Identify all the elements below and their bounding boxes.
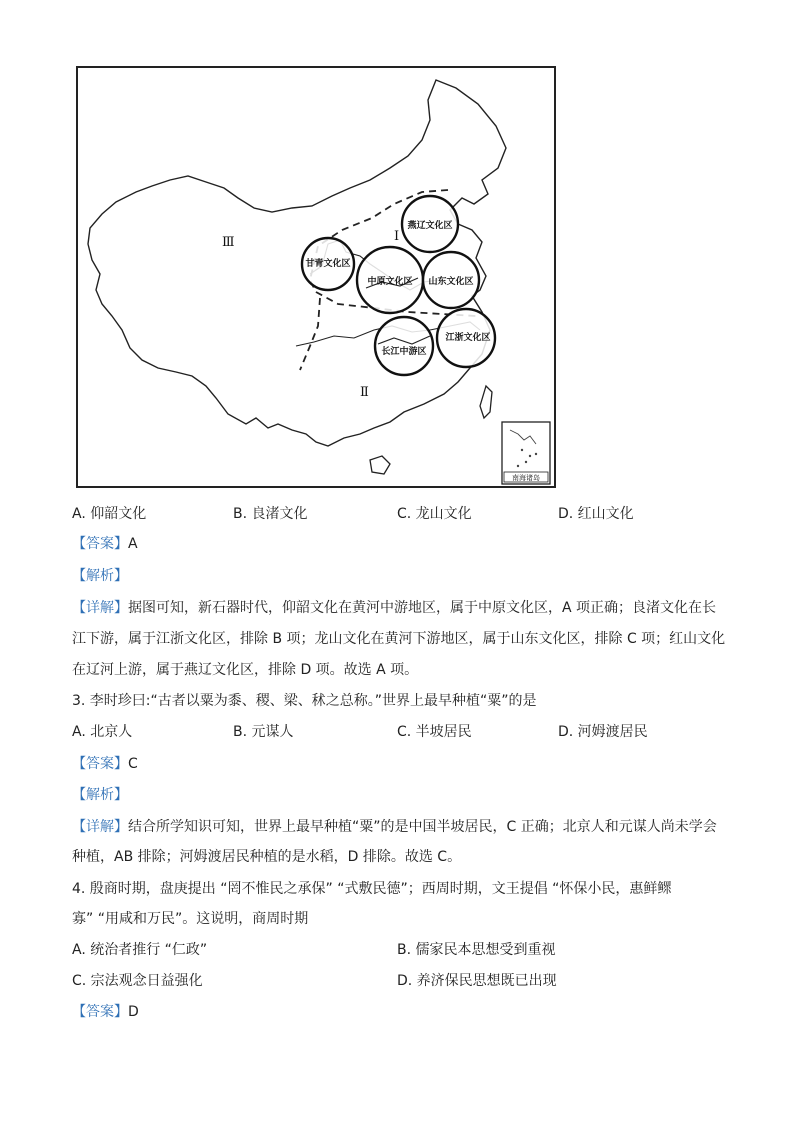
- q2-option-b: B. 良渚文化: [233, 506, 308, 522]
- q4-option-d: D. 养济保民思想既已出现: [397, 973, 557, 989]
- label-changjiang: 长江中游区: [381, 347, 427, 357]
- zone-label-3: Ⅲ: [222, 235, 235, 250]
- q4-option-b: B. 儒家民本思想受到重视: [397, 942, 556, 958]
- q3-detail-tag: 【详解】: [72, 819, 128, 835]
- china-culture-map: [76, 66, 556, 488]
- q3-option-d: D. 河姆渡居民: [558, 724, 648, 740]
- q3-detail-text-1: 结合所学知识可知，世界上最早种植“粟”的是中国半坡居民，C 正确；北京人和元谋人尚未学会: [128, 819, 717, 835]
- q2-answer-tag: 【答案】: [72, 536, 128, 552]
- q3-answer-tag: 【答案】: [72, 756, 128, 772]
- taiwan-island: [480, 386, 492, 418]
- q4-stem-line-2: 寡” “用咸和万民”。这说明，商周时期: [72, 911, 309, 927]
- zone-label-2: Ⅱ: [360, 385, 369, 400]
- q3-option-c: C. 半坡居民: [397, 724, 472, 740]
- q4-answer: [72, 1002, 139, 1022]
- zone-boundary-west: [300, 298, 320, 370]
- q4-answer-value: D: [128, 1004, 139, 1020]
- label-zhongyuan: 中原文化区: [367, 277, 413, 287]
- label-ganqing: 甘青文化区: [305, 259, 351, 269]
- q3-option-b: B. 元谋人: [233, 724, 294, 740]
- q2-answer-value: A: [128, 536, 138, 552]
- region-circle-changjiang: [375, 317, 433, 375]
- q3-detail-line-1: [72, 817, 717, 837]
- inset-label: 南海诸岛: [512, 474, 540, 482]
- q2-detail-line-1: [72, 598, 716, 618]
- label-yanliao: 燕辽文化区: [407, 221, 453, 231]
- q2-detail-tag: 【详解】: [72, 600, 128, 616]
- q3-answer-value: C: [128, 756, 138, 772]
- q4-option-c: C. 宗法观念日益强化: [72, 973, 203, 989]
- q2-option-a: A. 仰韶文化: [72, 506, 147, 522]
- q4-option-a: A. 统治者推行 “仁政”: [72, 942, 208, 958]
- q4-answer-tag: 【答案】: [72, 1004, 128, 1020]
- q3-detail-line-2: 种植，AB 排除；河姆渡居民种植的是水稻，D 排除。故选 C。: [72, 849, 462, 865]
- map-drawing: [78, 68, 554, 486]
- q2-answer: [72, 534, 138, 554]
- label-shandong: 山东文化区: [428, 277, 474, 287]
- q2-option-c: C. 龙山文化: [397, 506, 472, 522]
- zone-label-1: Ⅰ: [394, 229, 400, 244]
- q3-stem: 3. 李时珍曰:“古者以粟为黍、稷、梁、秫之总称。”世界上最早种植“粟”的是: [72, 693, 537, 709]
- q2-detail-text-1: 据图可知，新石器时代，仰韶文化在黄河中游地区，属于中原文化区，A 项正确；良渚文化在长: [128, 600, 717, 616]
- q2-detail-line-3: 在辽河上游，属于燕辽文化区，排除 D 项。故选 A 项。: [72, 662, 419, 678]
- q2-option-d: D. 红山文化: [558, 506, 634, 522]
- label-jiangzhe: 江浙文化区: [445, 333, 491, 343]
- q3-option-a: A. 北京人: [72, 724, 133, 740]
- q3-analysis-tag: 【解析】: [72, 787, 128, 803]
- q4-stem-line-1: 4. 殷商时期，盘庚提出 “罔不惟民之承保” “式敷民德”；西周时期，文王提倡 “怀保小民，惠鲜鳏: [72, 881, 672, 897]
- q2-analysis-tag: 【解析】: [72, 568, 128, 584]
- q3-answer: [72, 754, 138, 774]
- q2-detail-line-2: 江下游，属于江浙文化区，排除 B 项；龙山文化在黄河下游地区，属于山东文化区，排除 C 项；红山文化: [72, 631, 726, 647]
- hainan-island: [370, 456, 390, 474]
